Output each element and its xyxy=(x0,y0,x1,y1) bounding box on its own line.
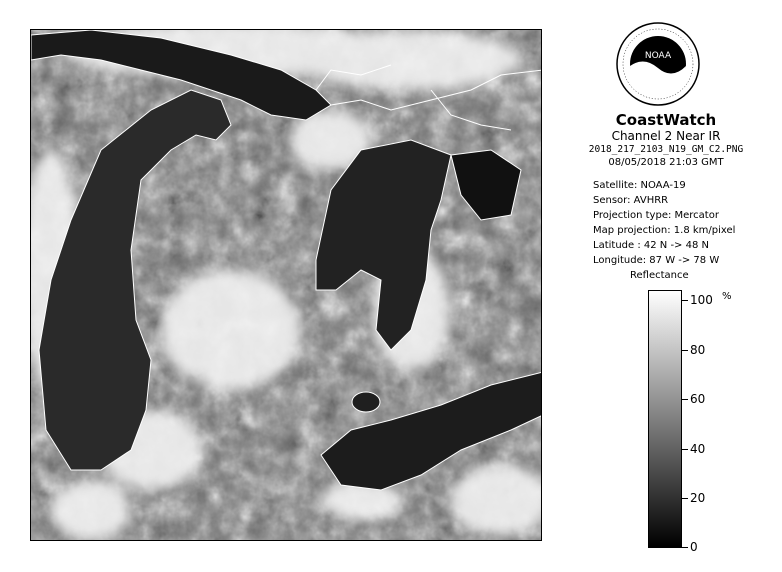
map-projection-label: Map projection: 1.8 km/pixel xyxy=(593,225,736,236)
colorbar-tick-label: 40 xyxy=(690,442,706,456)
colorbar-title: Reflectance xyxy=(630,270,689,281)
colorbar-tick xyxy=(682,547,688,548)
colorbar-tick-label: 80 xyxy=(690,343,706,357)
latitude-label: Latitude : 42 N -> 48 N xyxy=(593,240,709,251)
colorbar-tick-label: 100 xyxy=(690,293,713,307)
colorbar-gradient xyxy=(648,290,682,548)
sensor-label: Sensor: AVHRR xyxy=(593,195,669,206)
noaa-logo-text: NOAA xyxy=(644,51,672,61)
file-name: 2018_217_2103_N19_GM_C2.PNG xyxy=(588,144,744,155)
longitude-label: Longitude: 87 W -> 78 W xyxy=(593,255,720,266)
map-svg xyxy=(31,30,542,541)
colorbar-tick-label: 0 xyxy=(690,540,698,554)
acquisition-datetime: 08/05/2018 21:03 GMT xyxy=(608,157,724,168)
projection-type-label: Projection type: Mercator xyxy=(593,210,719,221)
colorbar-unit: % xyxy=(722,291,732,302)
colorbar-tick-label: 20 xyxy=(690,491,706,505)
satellite-image-map xyxy=(30,29,542,541)
colorbar-tick xyxy=(682,399,688,400)
colorbar-tick xyxy=(682,498,688,499)
colorbar-tick xyxy=(682,449,688,450)
brand-title: CoastWatch xyxy=(615,111,717,129)
channel-label: Channel 2 Near IR xyxy=(611,129,721,143)
colorbar-tick xyxy=(682,300,688,301)
colorbar-tick xyxy=(682,350,688,351)
metadata-block xyxy=(593,178,773,268)
product-info xyxy=(560,112,772,169)
satellite-label: Satellite: NOAA-19 xyxy=(593,180,686,191)
noaa-logo xyxy=(616,22,700,106)
colorbar-tick-label: 60 xyxy=(690,392,706,406)
lake-st-clair xyxy=(352,392,380,412)
